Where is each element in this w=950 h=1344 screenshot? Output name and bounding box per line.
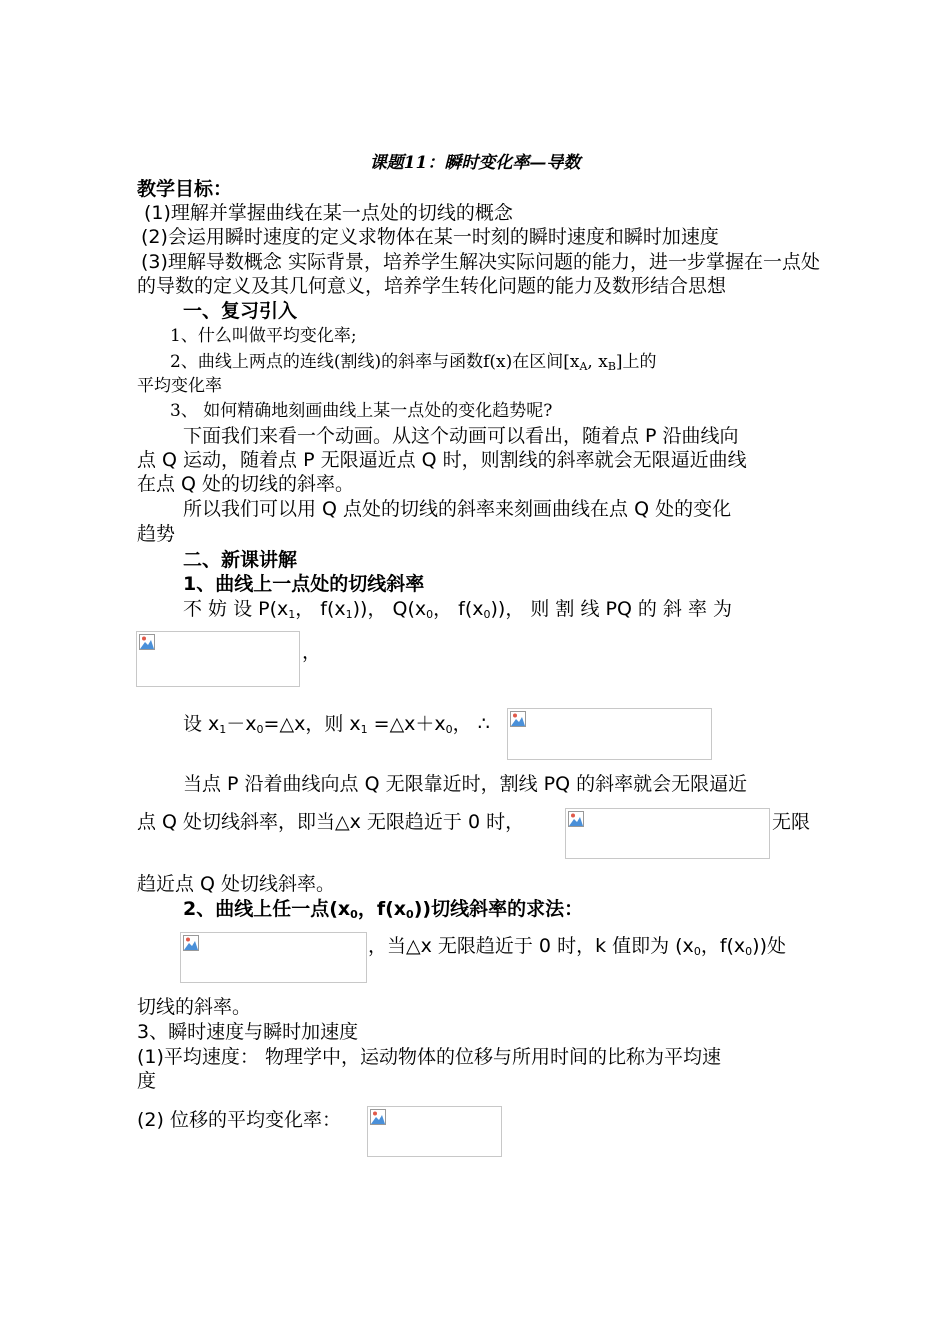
review-p2a: 所以我们可以用 Q 点处的切线的斜率来刻画曲线在点 Q 处的变化 bbox=[183, 498, 732, 520]
section-1-text: 不 妨 设 $P(x_1$， $f(x_1)$)， $Q(x_0$， $f(x_0)$)， 则 割 线 PQ 的 斜 率 为 bbox=[183, 598, 733, 621]
broken-image-icon bbox=[568, 811, 584, 827]
goal-3a: (3)理解导数概念 实际背景，培养学生解决实际问题的能力，进一步掌握在一点处 bbox=[141, 251, 820, 273]
comma: ， bbox=[302, 641, 322, 663]
review-q1: 1、什么叫做平均变化率; bbox=[170, 326, 357, 346]
review-p2b: 趋势 bbox=[137, 523, 176, 545]
formula-image bbox=[136, 631, 300, 687]
broken-image-icon bbox=[183, 935, 199, 951]
approach-text-b2: 无限 bbox=[772, 811, 811, 833]
goal-2: (2)会运用瞬时速度的定义求物体在某一时刻的瞬时速度和瞬时加速度 bbox=[141, 226, 719, 248]
new-heading: 二、新课讲解 bbox=[183, 549, 298, 571]
review-q3: 3、 如何精确地刻画曲线上某一点处的变化趋势呢? bbox=[170, 401, 553, 421]
section-2-text: ，当△x 无限趋近于 0 时，k 值即为 ($x_0$，$f(x_0)$)处 bbox=[368, 935, 786, 958]
review-heading: 一、复习引入 bbox=[183, 300, 298, 322]
formula-image bbox=[367, 1106, 502, 1157]
page-title: 课题11：瞬时变化率—导数 bbox=[369, 153, 581, 173]
formula-image bbox=[507, 708, 712, 760]
broken-image-icon bbox=[510, 711, 526, 727]
section-3-heading: 3、瞬时速度与瞬时加速度 bbox=[137, 1021, 359, 1043]
approach-text-a: 当点 P 沿着曲线向点 Q 无限靠近时，割线 PQ 的斜率就会无限逼近 bbox=[183, 773, 748, 795]
review-p1a: 下面我们来看一个动画。从这个动画可以看出，随着点 P 沿曲线向 bbox=[183, 425, 739, 447]
goal-1: (1)理解并掌握曲线在某一点处的切线的概念 bbox=[144, 202, 513, 224]
review-p1b: 点 Q 运动，随着点 P 无限逼近点 Q 时，则割线的斜率就会无限逼近曲线 bbox=[137, 449, 747, 471]
goals-heading: 教学目标： bbox=[137, 178, 233, 200]
velocity-2: (2) 位移的平均变化率： bbox=[137, 1109, 341, 1131]
broken-image-icon bbox=[370, 1109, 386, 1125]
formula-image bbox=[180, 932, 367, 983]
review-q2b: 平均变化率 bbox=[137, 376, 222, 396]
formula-image bbox=[565, 808, 770, 859]
velocity-1a: (1)平均速度： 物理学中，运动物体的位移与所用时间的比称为平均速 bbox=[137, 1046, 721, 1068]
setting-text: 设 $x_1-x_0=\triangle x$，则 $x_1$ $=\triangle x+x_0$， ∴ bbox=[183, 713, 490, 736]
broken-image-icon bbox=[139, 634, 155, 650]
review-q2: 2、曲线上两点的连线(割线)的斜率与函数f(x)在区间[$x_A$, $x_B$]上的 bbox=[170, 352, 657, 373]
section-2-text-b: 切线的斜率。 bbox=[137, 996, 252, 1018]
review-p1c: 在点 Q 处的切线的斜率。 bbox=[137, 473, 355, 495]
section-2-heading: 2、曲线上任一点($x_0$，$f(x_0)$)切线斜率的求法： bbox=[183, 898, 584, 921]
velocity-1b: 度 bbox=[137, 1070, 157, 1092]
approach-text-c: 趋近点 Q 处切线斜率。 bbox=[137, 873, 336, 895]
approach-text-b: 点 Q 处切线斜率，即当△x 无限趋近于 0 时， bbox=[137, 811, 525, 833]
section-1-heading: 1、曲线上一点处的切线斜率 bbox=[183, 573, 425, 595]
goal-3b: 的导数的定义及其几何意义，培养学生转化问题的能力及数形结合思想 bbox=[137, 275, 727, 297]
